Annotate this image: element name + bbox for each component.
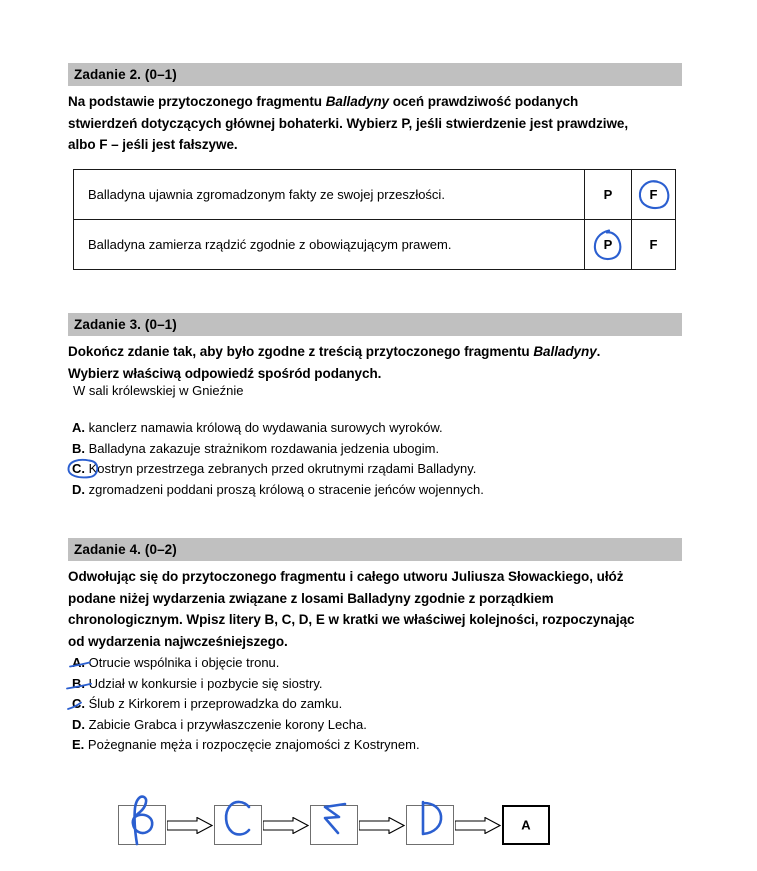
arrow-icon	[359, 817, 405, 834]
event-text: Otrucie wspólnika i objęcie tronu.	[88, 655, 280, 670]
task-block-2	[68, 63, 682, 156]
event-letter: C.	[72, 696, 85, 711]
option-label-p: P	[603, 187, 613, 202]
task-4-header: Zadanie 4. (0–2)	[68, 538, 682, 561]
option-label-p: P	[603, 237, 613, 252]
task-3-instruction	[68, 336, 648, 384]
event-text: Pożegnanie męża i rozpoczęcie znajomości z Kostrynem.	[87, 737, 420, 752]
task-2-instruction-title: Balladyny	[325, 94, 390, 109]
event-letter: A.	[72, 655, 85, 670]
task-3-instruction-pre: Dokończ zdanie tak, aby było zgodne z treścią przytoczonego fragmentu	[68, 344, 534, 359]
arrow-icon	[455, 817, 501, 834]
sequence-box-2[interactable]	[214, 805, 262, 845]
option-letter: C.	[72, 461, 85, 476]
handwritten-letter-2	[209, 790, 269, 852]
option-text: zgromadzeni poddani proszą królową o stracenie jeńców wojennych.	[88, 481, 484, 497]
arrow-icon	[263, 817, 309, 834]
option-text: Balladyna zakazuje strażnikom rozdawania jedzenia ubogim.	[88, 440, 440, 456]
task-3-instruction-post: . Wybierz właściwą odpowiedź spośród podanych.	[68, 344, 601, 381]
answer-cell-p-row1[interactable]	[585, 170, 632, 220]
event-e[interactable]	[68, 735, 420, 756]
event-text: Ślub z Kirkorem i przeprowadzka do zamku.	[88, 696, 343, 711]
event-letter: B.	[72, 675, 85, 691]
event-letter: D.	[72, 716, 85, 732]
sequence-box-3[interactable]	[310, 805, 358, 845]
true-false-table	[73, 169, 676, 270]
table-row	[74, 220, 676, 270]
answer-cell-f-row1[interactable]	[632, 170, 676, 220]
option-text: Kostryn przestrzega zebranych przed okrutnymi rządami Balladyny.	[88, 461, 477, 476]
event-letter: E.	[72, 737, 85, 752]
sequence-box-5	[502, 805, 550, 845]
task-4-events	[68, 653, 420, 756]
task-2-header: Zadanie 2. (0–1)	[68, 63, 682, 86]
handwritten-letter-3	[305, 790, 365, 852]
sequence-printed-letter: A	[521, 817, 531, 833]
sequence-box-1[interactable]	[118, 805, 166, 845]
task-3-header: Zadanie 3. (0–1)	[68, 313, 682, 336]
statement-text: Balladyna zamierza rządzić zgodnie z obowiązującym prawem.	[74, 220, 585, 270]
task-4-instruction-pre: Odwołując się do przytoczonego fragmentu i całego utworu Juliusza Słowackiego, ułóż podane niżej wydarzenia związane z losami Balladyny zgodnie z porządkiem chronologicznym. Wpisz litery B, C, D, E w kratki we właściwej kolejności, rozpoczynając od wydarzenia najwcześniejszego.	[68, 569, 635, 649]
option-text: kanclerz namawia królową do wydawania surowych wyroków.	[88, 420, 443, 435]
option-label-f: F	[649, 237, 658, 252]
option-b[interactable]	[68, 439, 484, 460]
task-block-4	[68, 538, 682, 652]
event-a[interactable]	[68, 653, 420, 674]
event-b[interactable]	[68, 674, 420, 695]
task-3-options	[68, 418, 484, 500]
handwritten-letter-4	[401, 790, 461, 852]
statement-text: Balladyna ujawnia zgromadzonym fakty ze swojej przeszłości.	[74, 170, 585, 220]
option-a[interactable]	[68, 418, 484, 439]
event-d[interactable]	[68, 715, 420, 736]
event-text: Udział w konkursie i pozbycie się siostry.	[88, 675, 323, 691]
task-2-instruction-pre: Na podstawie przytoczonego fragmentu	[68, 94, 326, 109]
answer-cell-f-row2[interactable]	[632, 220, 676, 270]
sequence-box-4[interactable]	[406, 805, 454, 845]
arrow-icon	[167, 817, 213, 834]
event-c[interactable]	[68, 694, 420, 715]
task-2-instruction-post: oceń prawdziwość podanych stwierdzeń dotyczących głównej bohaterki. Wybierz P, jeśli stwierdzenie jest prawdziwe, albo F – jeśli jest fałszywe.	[68, 94, 629, 152]
event-text: Zabicie Grabca i przywłaszczenie korony Lecha.	[88, 716, 367, 732]
handwritten-letter-1	[113, 790, 173, 852]
task-2-instruction	[68, 86, 648, 156]
option-letter: A.	[72, 420, 85, 435]
option-letter: B.	[72, 440, 85, 456]
task-block-3	[68, 313, 682, 384]
task-4-instruction	[68, 561, 648, 652]
option-letter: D.	[72, 481, 85, 497]
option-label-f: F	[649, 187, 658, 202]
task-3-instruction-title: Balladyny	[533, 344, 597, 359]
option-d[interactable]	[68, 480, 484, 501]
answer-cell-p-row2[interactable]	[585, 220, 632, 270]
task-3-lead-sentence: W sali królewskiej w Gnieźnie	[73, 383, 244, 398]
table-row	[74, 170, 676, 220]
option-c[interactable]	[68, 459, 484, 480]
